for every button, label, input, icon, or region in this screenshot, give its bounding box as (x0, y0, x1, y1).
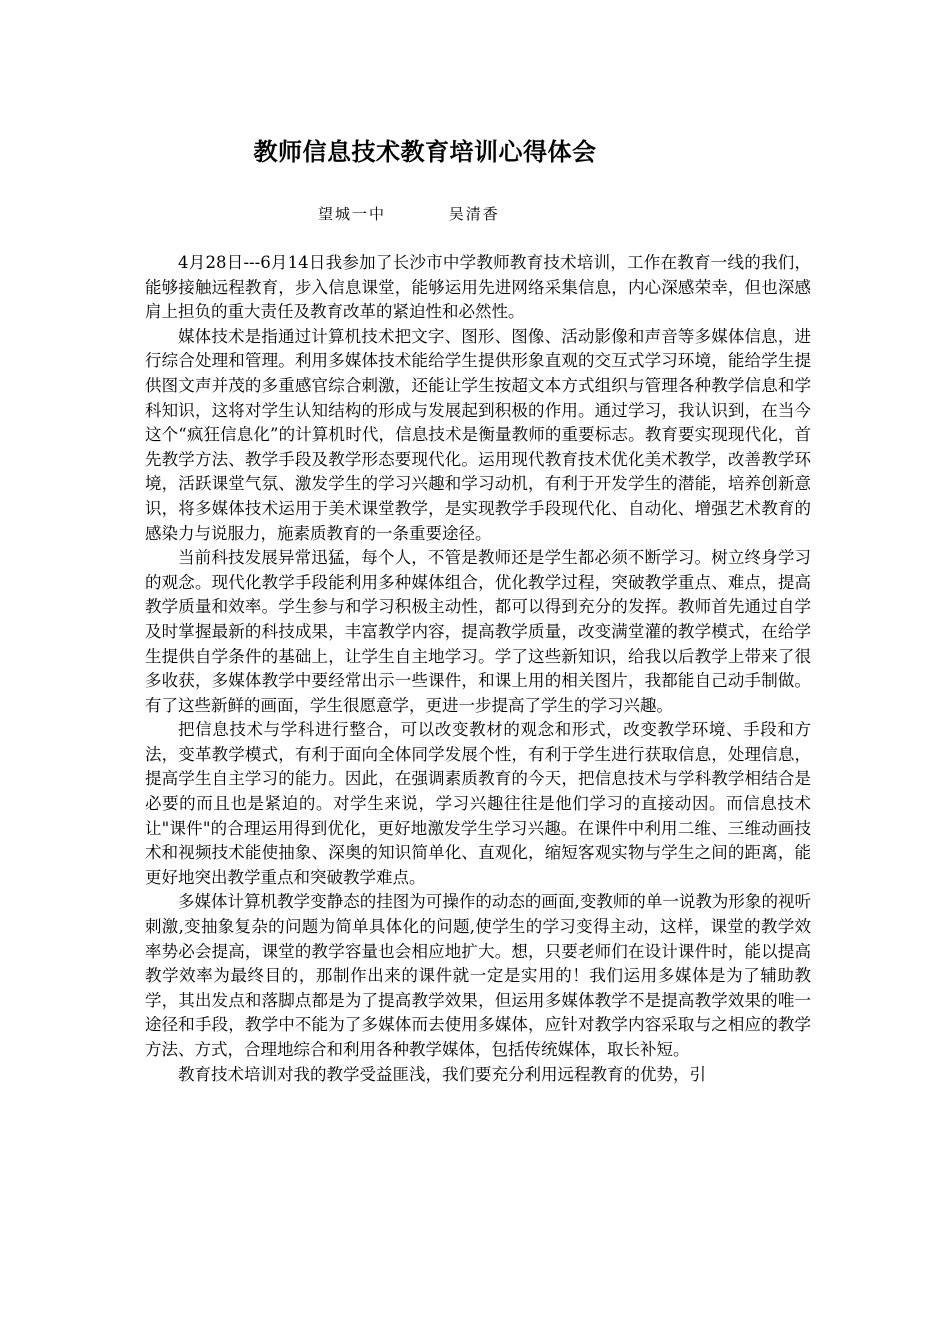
paragraph-1: 4月28日---6月14日我参加了长沙市中学教师教育技术培训，工作在教育一线的我们，能够接触远程教育，步入信息课堂，能够运用先进网络采集信息，内心深感荣幸，但也深感肩上担负的重大责任及教育改革的紧迫性和必然性。 (145, 253, 811, 322)
author-name: 吴清香 (448, 205, 500, 223)
paragraph-6: 教育技术培训对我的教学受益匪浅，我们要充分利用远程教育的优势，引 (178, 1064, 706, 1084)
paragraph-2: 媒体技术是指通过计算机技术把文字、图形、图像、活动影像和声音等多媒体信息，进行综合处理和管理。利用多媒体技术能给学生提供形象直观的交互式学习环境，能给学生提供图文声并茂的多重感官综合刺激，还能让学生按超文本方式组织与管理各种教学信息和学科知识，这将对学生认知结构的形成与发展起到积极的作用。通过学习，我认识到，在当今这个“疯狂信息化”的计算机时代，信息技术是衡量教师的重要标志。教育要实现现代化，首先教学方法、教学手段及教学形态要现代化。运用现代教育技术优化美术教学，改善教学环境，活跃课堂气氛、激发学生的学习兴趣和学习动机，有利于开发学生的潜能，培养创新意识，将多媒体技术运用于美术课堂教学，是实现教学手段现代化、自动化、增强艺术教育的感染力与说服力，施素质教育的一条重要途径。 (145, 326, 811, 543)
school-name: 望城一中 (318, 205, 387, 223)
paragraph-3: 当前科技发展异常迅猛，每个人，不管是教师还是学生都必须不断学习。树立终身学习的观念。现代化教学手段能利用多种媒体组合，优化教学过程，突破教学重点、难点，提高教学质量和效率。学生参与和学习积极主动性，都可以得到充分的发挥。教师首先通过自学及时掌握最新的科技成果，丰富教学内容，提高教学质量，改变满堂灌的教学模式，在给学生提供自学条件的基础上，让学生自主地学习。学了这些新知识，给我以后教学上带来了很多收获，多媒体教学中要经常出示一些课件，和课上用的相关图片，我都能自己动手制做。有了这些新鲜的画面，学生很愿意学，更进一步提高了学生的学习兴趣。 (145, 548, 811, 715)
paragraph-5: 多媒体计算机教学变静态的挂图为可操作的动态的画面,变教师的单一说教为形象的视听刺激,变抽象复杂的问题为简单具体化的问题,使学生的学习变得主动，这样，课堂的教学效率势必会提高，课堂的教学容量也会相应地扩大。想，只要老师们在设计课件时，能以提高教学效率为最终目的，那制作出来的课件就一定是实用的！我们运用多媒体是为了辅助教学，其出发点和落脚点都是为了提高教学效果，但运用多媒体教学不是提高教学效果的唯一途径和手段，教学中不能为了多媒体而去使用多媒体，应针对教学内容采取与之相应的教学方法、方式，合理地综合和利用各种教学媒体，包括传统媒体，取长补短。 (145, 892, 811, 1059)
paragraph-4: 把信息技术与学科进行整合，可以改变教材的观念和形式，改变教学环境、手段和方法，变革教学模式，有利于面向全体同学发展个性，有利于学生进行获取信息，处理信息，提高学生自主学习的能力。因此，在强调素质教育的今天，把信息技术与学科教学相结合是必要的而且也是紧迫的。对学生来说，学习兴趣往往是他们学习的直接动因。而信息技术让"课件"的合理运用得到优化，更好地激发学生学习兴趣。在课件中利用二维、三维动画技术和视频技术能使抽象、深奥的知识简单化、直观化，缩短客观实物与学生之间的距离，能更好地突出教学重点和突破教学难点。 (145, 720, 811, 887)
document-title: 教师信息技术教育培训心得体会 (253, 138, 597, 166)
author-byline (318, 203, 500, 225)
document-body (145, 251, 811, 1087)
